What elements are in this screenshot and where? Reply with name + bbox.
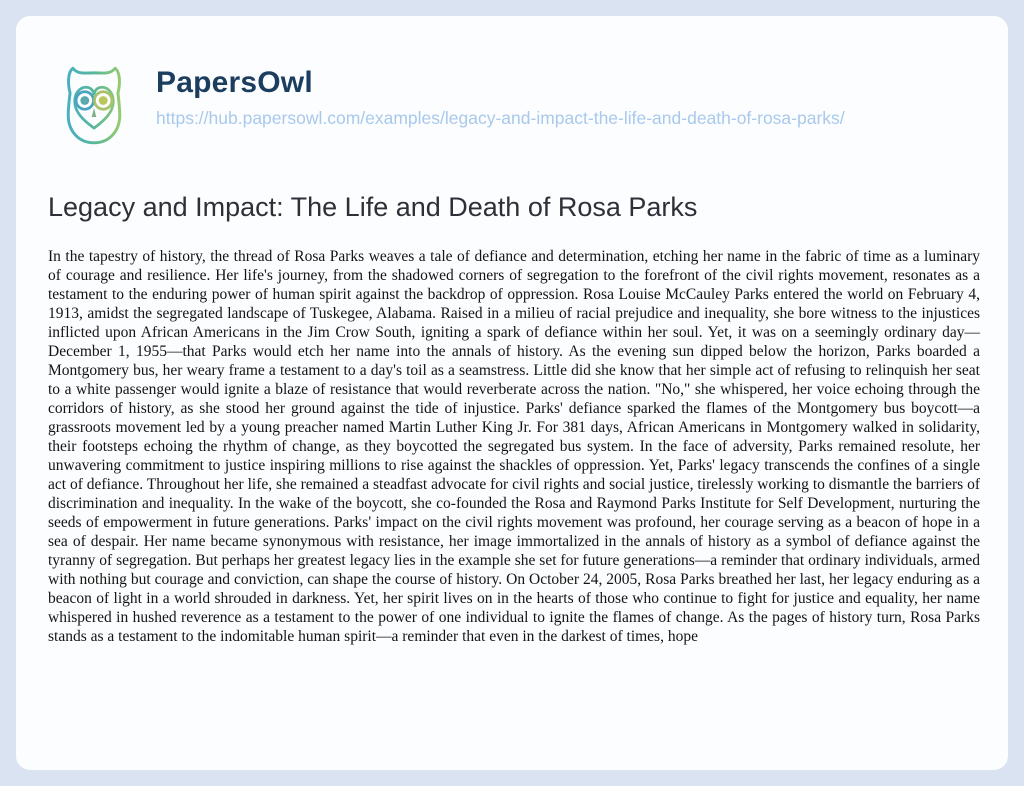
article-title: Legacy and Impact: The Life and Death of Rosa Parks bbox=[48, 192, 698, 222]
papersowl-owl-logo-icon bbox=[48, 58, 140, 154]
page-url-link[interactable]: https://hub.papersowl.com/examples/legacy-and-impact-the-life-and-death-of-rosa-parks/ bbox=[156, 108, 845, 128]
brand-block bbox=[156, 58, 845, 129]
article-body: In the tapestry of history, the thread of Rosa Parks weaves a tale of defiance and determination, etching her name in the fabric of time as a luminary of courage and resilience. Her life's journey, from the shadowed corners of segregation to the forefront of the civil rights movement, resonates as a testament to the enduring power of human spirit against the backdrop of oppression. Rosa Louise McCauley Parks entered the world on February 4, 1913, amidst the segregated landscape of Tuskegee, Alabama. Raised in a milieu of racial prejudice and inequality, she bore witness to the injustices inflicted upon African Americans in the Jim Crow South, igniting a spark of defiance within her soul. Yet, it was on a seemingly ordinary day—December 1, 1955—that Parks would etch her name into the annals of history. As the evening sun dipped below the horizon, Parks boarded a Montgomery bus, her weary frame a testament to a day's toil as a seamstress. Little did she know that her simple act of refusing to relinquish her seat to a white passenger would ignite a blaze of resistance that would reverberate across the nation. "No," she whispered, her voice echoing through the corridors of history, as she stood her ground against the tide of injustice. Parks' defiance sparked the flames of the Montgomery bus boycott—a grassroots movement led by a young preacher named Martin Luther King Jr. For 381 days, African Americans in Montgomery walked in solidarity, their footsteps echoing the rhythm of change, as they boycotted the segregated bus system. In the face of adversity, Parks remained resolute, her unwavering commitment to justice inspiring millions to rise against the shackles of oppression. Yet, Parks' legacy transcends the confines of a single act of defiance. Throughout her life, she remained a steadfast advocate for civil rights and social justice, tirelessly working to dismantle the barriers of discrimination and inequality. In the wake of the boycott, she co-founded the Rosa and Raymond Parks Institute for Self Development, nurturing the seeds of empowerment in future generations. Parks' impact on the civil rights movement was profound, her courage serving as a beacon of hope in a sea of despair. Her name became synonymous with resistance, her image immortalized in the annals of history as a symbol of defiance against the tyranny of segregation. But perhaps her greatest legacy lies in the example she set for future generations—a reminder that ordinary individuals, armed with nothing but courage and conviction, can shape the course of history. On October 24, 2005, Rosa Parks breathed her last, her legacy enduring as a beacon of light in a world shrouded in darkness. Yet, her spirit lives on in the hearts of those who continue to fight for justice and equality, her name whispered in hushed reverence as a testament to the power of one individual to ignite the flames of change. As the pages of history turn, Rosa Parks stands as a testament to the indomitable human spirit—a reminder that even in the darkest of times, hope bbox=[48, 248, 980, 645]
brand-name: PapersOwl bbox=[156, 66, 313, 99]
site-header bbox=[48, 58, 976, 154]
content-card bbox=[16, 16, 1008, 770]
